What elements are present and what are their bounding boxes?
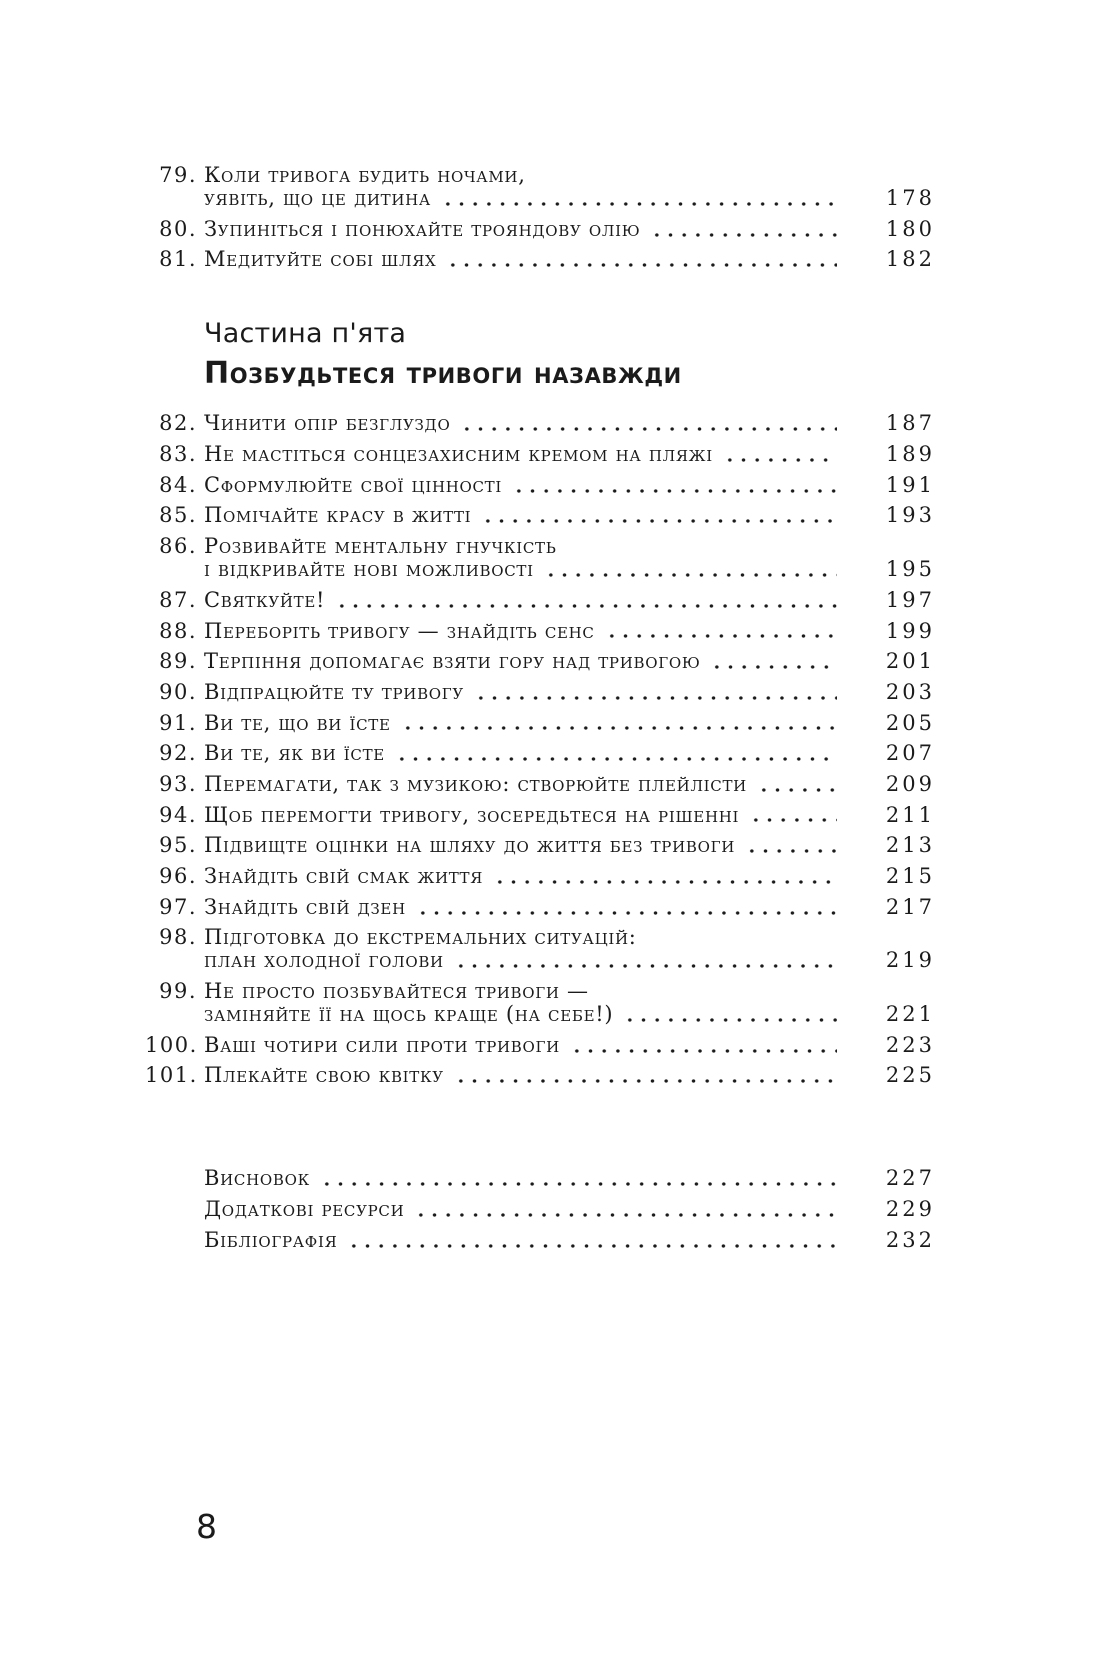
toc-item-number <box>145 1167 197 1190</box>
dot-leader <box>471 681 837 704</box>
toc-row <box>145 412 935 435</box>
toc-entry-title: Ваші чотири сили проти тривоги <box>204 1032 560 1057</box>
toc-entry-title: уявіть, що це дитина <box>204 186 431 210</box>
dot-leader <box>398 712 837 735</box>
toc-entry-title: Терпіння допомагає взяти гору над тривогою <box>204 649 701 674</box>
toc-entry-title: Плекайте свою квітку <box>204 1063 444 1088</box>
dot-leader <box>541 558 837 581</box>
toc-row <box>145 773 935 796</box>
toc-entry-title: Розвивайте ментальну гнучкість <box>204 534 557 559</box>
toc-page-number: 193 <box>885 503 935 528</box>
toc-page-number: 187 <box>885 411 935 436</box>
toc-entry-line <box>204 248 935 271</box>
toc-page-number: 201 <box>885 649 935 674</box>
toc-entry-line <box>204 558 935 581</box>
toc-item-body <box>204 865 935 888</box>
toc-entry-title: Ви те, що ви їсте <box>204 710 391 735</box>
dot-leader <box>392 742 837 765</box>
toc-entry-line <box>204 834 935 857</box>
toc-item-body <box>204 980 935 1026</box>
toc-entry-line <box>204 474 935 497</box>
toc-item-number: 84. <box>159 472 197 497</box>
toc-row <box>145 474 935 497</box>
dot-leader <box>478 504 837 527</box>
dot-leader <box>490 865 837 888</box>
toc-item-body <box>204 712 935 735</box>
toc-row <box>145 896 935 919</box>
toc-item-body <box>204 1034 935 1057</box>
toc-row <box>145 1198 935 1221</box>
dot-leader <box>567 1034 837 1057</box>
toc-entry-line <box>204 804 935 827</box>
toc-entry-line <box>204 926 935 949</box>
toc-row <box>145 1064 935 1087</box>
toc-item-number: 95. <box>159 833 197 858</box>
toc-entry-title: Знайдіть свій дзен <box>204 894 406 919</box>
toc-entry-title: Сформулюйте свої цінності <box>204 472 503 497</box>
toc-page-number: 203 <box>885 679 935 704</box>
toc-entry-line <box>204 980 935 1003</box>
toc-row <box>145 589 935 612</box>
toc-item-number: 87. <box>159 587 197 612</box>
toc-entry-line <box>204 218 935 241</box>
toc-row <box>145 742 935 765</box>
toc-row <box>145 834 935 857</box>
toc-page-number: 229 <box>885 1197 935 1222</box>
toc-item-number: 92. <box>159 741 197 766</box>
toc-item-body <box>204 412 935 435</box>
toc-entry-line <box>204 742 935 765</box>
toc-page-number: 195 <box>885 557 935 582</box>
toc-item-body <box>204 1064 935 1087</box>
toc-entry-title: Перемагати, так з музикою: створюйте плейлісти <box>204 771 747 796</box>
toc-entry-title: план холодної голови <box>204 948 444 973</box>
toc-row <box>145 620 935 643</box>
toc-entry-title: Чинити опір безглуздо <box>204 411 451 436</box>
toc-item-body <box>204 218 935 241</box>
dot-leader <box>344 1229 837 1252</box>
toc-entry-title: Не мастіться сонцезахисним кремом на пляжі <box>204 442 713 467</box>
toc-entry-line <box>204 1003 935 1026</box>
toc-item-number: 100. <box>145 1032 198 1057</box>
toc-row <box>145 804 935 827</box>
toc-item-body <box>204 620 935 643</box>
toc-item-body <box>204 773 935 796</box>
toc-item-number: 96. <box>159 864 197 888</box>
toc-entry-line <box>204 712 935 735</box>
toc-row <box>145 1229 935 1252</box>
toc-item-number: 89. <box>159 649 197 674</box>
toc-page-number: 180 <box>885 216 935 241</box>
toc-item-body <box>204 589 935 612</box>
dot-leader <box>443 248 837 271</box>
toc-item-number: 88. <box>159 618 197 643</box>
toc-item-body <box>204 535 935 581</box>
dot-leader <box>620 1003 837 1026</box>
toc-item-body <box>204 248 935 271</box>
toc-entry-title: Підготовка до екстремальних ситуацій: <box>204 925 637 950</box>
toc-entry-title: Переборіть тривогу — знайдіть сенс <box>204 618 595 643</box>
toc-page-number: 182 <box>885 247 935 272</box>
dot-leader <box>451 949 837 972</box>
toc-item-body <box>204 896 935 919</box>
toc-entry-line <box>204 949 935 972</box>
toc-item-body <box>204 742 935 765</box>
toc-page-number: 217 <box>885 894 935 919</box>
toc-item-body <box>204 804 935 827</box>
toc-group-back-matter <box>145 1167 935 1251</box>
dot-leader <box>413 896 837 919</box>
toc-entry-title: Підвищте оцінки на шляху до життя без тривоги <box>204 833 735 858</box>
toc-item-number: 94. <box>159 802 197 827</box>
toc-page-number: 207 <box>885 741 935 766</box>
toc-row <box>145 926 935 972</box>
dot-leader <box>746 804 837 827</box>
toc-entry-line <box>204 773 935 796</box>
section-heading <box>204 317 935 394</box>
toc-page-number: 191 <box>885 472 935 497</box>
toc-entry-title: Святкуйте! <box>204 587 326 612</box>
toc-row <box>145 681 935 704</box>
toc-page-number: 227 <box>885 1166 935 1191</box>
toc-page-number: 199 <box>885 618 935 643</box>
dot-leader <box>411 1198 837 1221</box>
toc-row <box>145 980 935 1026</box>
section-title: Позбудьтеся тривоги назавжди <box>204 356 682 392</box>
toc-row <box>145 1167 935 1190</box>
dot-leader <box>451 1064 837 1087</box>
dot-leader <box>509 474 837 497</box>
page-number: 8 <box>196 1507 217 1546</box>
section-kicker: Частина п'ята <box>204 318 407 350</box>
toc-entry-line <box>204 1034 935 1057</box>
toc-entry-line <box>204 1064 935 1087</box>
toc-item-body <box>204 681 935 704</box>
toc-item-body <box>204 926 935 972</box>
toc-entry-line <box>204 187 935 210</box>
toc-item-number: 79. <box>159 163 197 187</box>
table-of-contents <box>145 164 935 1260</box>
toc-row <box>145 248 935 271</box>
dot-leader <box>647 218 837 241</box>
toc-item-number: 81. <box>159 247 197 272</box>
toc-entry-line <box>204 1198 935 1221</box>
toc-entry-line <box>204 589 935 612</box>
toc-item-number: 93. <box>159 771 197 796</box>
toc-entry-title: Ви те, як ви їсте <box>204 741 385 766</box>
toc-entry-title: Зупиніться і понюхайте трояндову олію <box>204 216 641 241</box>
toc-entry-line <box>204 164 935 187</box>
dot-leader <box>720 443 837 466</box>
dot-leader <box>742 834 837 857</box>
toc-item-number: 90. <box>159 679 197 704</box>
toc-entry-line <box>204 1167 935 1190</box>
toc-group-part-four-tail <box>145 164 935 271</box>
toc-item-number: 86. <box>159 534 197 559</box>
toc-entry-title: Не просто позбувайтеся тривоги — <box>204 979 589 1004</box>
toc-row <box>145 650 935 673</box>
dot-leader <box>754 773 837 796</box>
toc-entry-title: Помічайте красу в житті <box>204 503 472 528</box>
toc-item-body <box>204 1167 935 1190</box>
toc-item-number <box>145 1229 197 1252</box>
toc-entry-title: заміняйте її на щось краще (на себе!) <box>204 1002 614 1027</box>
toc-item-number: 83. <box>159 442 197 467</box>
dot-leader <box>438 187 837 210</box>
toc-page-number: 221 <box>885 1002 935 1027</box>
toc-page-number: 232 <box>885 1227 935 1252</box>
toc-entry-title: Знайдіть свій смак життя <box>204 864 484 888</box>
dot-leader <box>317 1167 837 1190</box>
toc-item-number <box>145 1198 197 1221</box>
toc-row <box>145 712 935 735</box>
toc-item-body <box>204 504 935 527</box>
toc-page-number: 225 <box>885 1063 935 1088</box>
toc-entry-line <box>204 504 935 527</box>
toc-item-body <box>204 1198 935 1221</box>
toc-page-number: 178 <box>885 186 935 210</box>
toc-page-number: 215 <box>885 864 935 888</box>
toc-page-number: 223 <box>885 1032 935 1057</box>
toc-row <box>145 504 935 527</box>
toc-item-number: 82. <box>159 411 197 436</box>
toc-entry-line <box>204 443 935 466</box>
toc-item-number: 98. <box>159 925 197 950</box>
toc-item-body <box>204 443 935 466</box>
toc-entry-line <box>204 896 935 919</box>
toc-row <box>145 1034 935 1057</box>
toc-row <box>145 535 935 581</box>
toc-page-number: 219 <box>885 948 935 973</box>
toc-entry-line <box>204 535 935 558</box>
toc-page-number: 197 <box>885 587 935 612</box>
toc-group-part-five <box>145 412 935 1087</box>
toc-item-body <box>204 1229 935 1252</box>
toc-row <box>145 443 935 466</box>
toc-page-number: 189 <box>885 442 935 467</box>
toc-item-number: 99. <box>159 979 197 1004</box>
toc-entry-line <box>204 620 935 643</box>
toc-entry-line <box>204 865 935 888</box>
toc-item-number: 85. <box>159 503 197 528</box>
toc-entry-title: Щоб перемогти тривогу, зосередьтеся на рішенні <box>204 802 740 827</box>
toc-row <box>145 865 935 888</box>
toc-entry-title: Відпрацюйте ту тривогу <box>204 679 464 704</box>
toc-entry-title: Додаткові ресурси <box>204 1197 405 1222</box>
toc-entry-title: Висновок <box>204 1166 310 1191</box>
toc-page-number: 209 <box>885 771 935 796</box>
toc-entry-title: Коли тривога будить ночами, <box>204 163 526 187</box>
toc-page-number: 213 <box>885 833 935 858</box>
toc-item-body <box>204 650 935 673</box>
dot-leader <box>707 650 837 673</box>
toc-item-body <box>204 164 935 210</box>
toc-item-body <box>204 474 935 497</box>
toc-item-number: 91. <box>159 710 197 735</box>
toc-item-number: 101. <box>145 1063 198 1088</box>
toc-row <box>145 164 935 210</box>
dot-leader <box>457 412 837 435</box>
toc-entry-title: Бібліографія <box>204 1227 338 1252</box>
toc-item-body <box>204 834 935 857</box>
toc-entry-title: Медитуйте собі шлях <box>204 247 437 272</box>
toc-page-number: 211 <box>885 802 935 827</box>
dot-leader <box>602 620 837 643</box>
toc-item-number: 97. <box>159 894 197 919</box>
toc-entry-line <box>204 650 935 673</box>
toc-entry-title: і відкривайте нові можливості <box>204 557 534 582</box>
toc-row <box>145 218 935 241</box>
dot-leader <box>332 589 837 612</box>
toc-entry-line <box>204 412 935 435</box>
toc-entry-line <box>204 681 935 704</box>
toc-entry-line <box>204 1229 935 1252</box>
toc-item-number: 80. <box>159 216 197 241</box>
toc-page-number: 205 <box>885 710 935 735</box>
